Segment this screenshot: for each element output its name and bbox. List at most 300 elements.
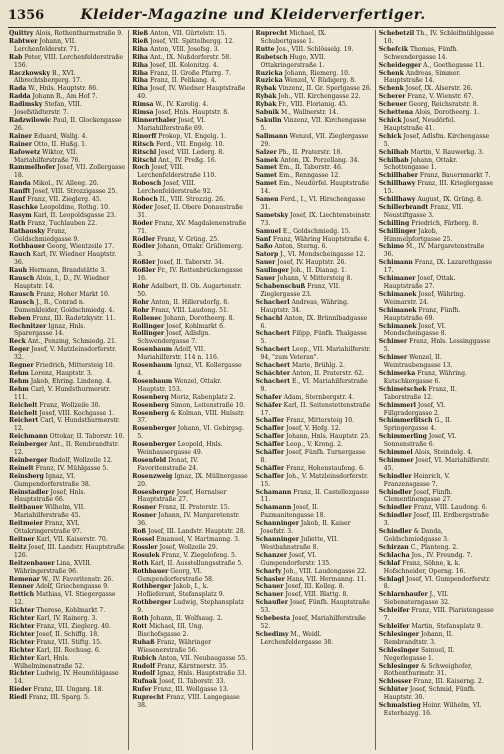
entry-details: Franz, III. Ungarg. 18. xyxy=(31,686,104,694)
entry-details: Vinzenz, VII. Kirchengasse 5. xyxy=(260,116,367,132)
entry-details: Josef, IX. Alserstr. 26. xyxy=(403,85,473,93)
directory-entry xyxy=(132,196,248,204)
entry-name: Sallmann xyxy=(255,132,288,140)
entry-name: Schindler xyxy=(378,472,412,480)
entry-details: Ignaz, VI. Kollergasse 4. xyxy=(137,362,242,377)
directory-entry xyxy=(256,172,372,180)
entry-details: Franz, Söhne, k. k. Hofschneider, Operng. 16. xyxy=(383,559,466,575)
entry-details: Prokop, VI. Engelg. 1. xyxy=(156,132,227,140)
directory-entry xyxy=(9,251,125,267)
entry-name: Schimmer xyxy=(378,456,414,464)
entry-name: Schachert xyxy=(255,330,291,338)
directory-entry xyxy=(132,425,248,441)
directory-entry xyxy=(379,220,495,228)
entry-name: Rettich xyxy=(9,591,35,599)
entry-details: Ferd., I., VI. Hirschengasse 31. xyxy=(260,196,366,211)
entry-name: Rauch xyxy=(9,251,31,259)
entry-name: Schilling xyxy=(378,219,410,227)
entry-name: Saßo xyxy=(255,243,273,251)
entry-name: Schlesinger xyxy=(378,662,420,670)
directory-entry xyxy=(132,164,248,180)
directory-entry xyxy=(256,101,372,109)
entry-details: Johann R., Am Hof 7. xyxy=(30,93,98,101)
entry-details: August, IX. Grüng. 8. xyxy=(415,196,483,204)
entry-name: Rubetsch xyxy=(255,53,288,61)
entry-name: Riha xyxy=(132,77,149,85)
entry-name: Schäffer xyxy=(255,441,285,449)
entry-details: Peter, VIII. Lerchenfelderstraße 156. xyxy=(14,53,123,69)
entry-details: Johann, Ottakr. Grüllemerg. 3. xyxy=(137,243,244,259)
entry-details: E., VI. Mariahilferstraße 9. xyxy=(260,377,368,393)
directory-entry xyxy=(379,623,495,631)
entry-details: Thomas, Fünfh. Schwendergasse 14. xyxy=(383,45,459,61)
entry-name: Reitner xyxy=(9,536,35,543)
entry-name: Schimann xyxy=(378,259,413,267)
directory-entry xyxy=(9,639,125,647)
directory-entry xyxy=(256,259,372,267)
entry-name: Reichmann xyxy=(9,433,48,441)
entry-name: Schimerka xyxy=(378,369,416,377)
entry-name: Sakulin xyxy=(255,116,282,124)
directory-entry xyxy=(379,678,495,686)
entry-details: Anton, IX. Brünnlbadgasse 6. xyxy=(260,314,368,330)
entry-details: Karl, VII. Kaiserstr. 70. xyxy=(34,536,108,543)
directory-entry xyxy=(9,686,125,694)
directory-entry xyxy=(379,386,495,402)
directory-entry xyxy=(256,449,372,465)
entry-details: Franz, IX. Lazarethgasse 17. xyxy=(383,259,493,275)
entry-name: Schindler xyxy=(378,528,412,536)
directory-entry xyxy=(132,623,248,639)
entry-name: Schlarnhaufer xyxy=(378,591,428,599)
directory-entry xyxy=(256,394,372,402)
entry-details: Franz, Hoher Markt 10. xyxy=(34,290,110,298)
entry-details: Josef, VI. Fillgradergasse 2. xyxy=(383,401,446,417)
directory-entry xyxy=(9,607,125,615)
entry-details: Anton, Sterng. 6. xyxy=(272,243,328,251)
directory-entry xyxy=(256,315,372,331)
directory-entry xyxy=(132,536,248,544)
entry-details: M., Wallnerstr. 14. xyxy=(279,109,339,117)
entry-details: Michael, IX. Schubertgasse 1. xyxy=(260,30,327,45)
directory-entry xyxy=(132,330,248,346)
entry-name: Rödler xyxy=(132,235,156,243)
entry-name: Schäffer xyxy=(255,449,285,457)
entry-name: Schillhawy xyxy=(378,196,416,204)
directory-entry xyxy=(256,417,372,425)
directory-entry xyxy=(379,180,495,196)
entry-name: Rieß xyxy=(132,30,149,37)
entry-name: Schimmel xyxy=(378,449,413,457)
entry-details: Josef, Ottak. Hauptstraße 27. xyxy=(383,275,456,290)
entry-details: Adalbert, II. Ob. Augartenstr. 50. xyxy=(137,283,242,298)
entry-details: Josef, Adlsfm. Kirchengasse 5. xyxy=(383,132,490,148)
directory-entry xyxy=(9,386,125,402)
entry-details: Josef, VIII. Blattg. 8. xyxy=(283,591,349,599)
directory-entry xyxy=(379,544,495,552)
entry-details: Anton, II. Hillersdorfg. 8. xyxy=(149,298,230,306)
entry-name: Rosulek xyxy=(132,551,160,559)
entry-name: Schimanek xyxy=(378,290,417,298)
directory-entry xyxy=(256,489,372,505)
directory-entry xyxy=(256,93,372,101)
directory-entry xyxy=(256,576,372,584)
directory-entry xyxy=(132,157,248,165)
entry-details: Josef, Fünfh. Clementinengasse 27. xyxy=(383,488,453,504)
entry-name: Rollinger xyxy=(132,330,165,338)
directory-entry xyxy=(379,70,495,86)
entry-details: Fr., IV. Rettenbrückengasse 16. xyxy=(137,267,243,283)
entry-name: Schlosser xyxy=(378,678,412,686)
directory-entry xyxy=(9,647,125,655)
entry-details: Johann, Riemerg. 10. xyxy=(282,69,350,77)
directory-entry xyxy=(9,315,125,323)
entry-name: Riedl xyxy=(9,694,27,702)
directory-entry xyxy=(256,228,372,236)
entry-name: Schafer xyxy=(255,393,282,401)
directory-entry xyxy=(256,196,372,212)
directory-entry xyxy=(9,623,125,631)
entry-details: Ludwig, IV. Heumühlgasse 14. xyxy=(14,670,119,686)
entry-details: Johann, VI. Gebirgsg. 5. xyxy=(137,425,244,441)
entry-name: Ruprecht xyxy=(132,694,165,702)
directory-entry xyxy=(379,204,495,220)
entry-name: Sametsky xyxy=(255,211,289,219)
directory-entry xyxy=(132,85,248,101)
directory-entry xyxy=(379,117,495,133)
entry-details: Carl, V. Hundsthurmerstr. 111. xyxy=(14,385,111,401)
entry-name: Ranf xyxy=(9,196,26,204)
entry-details: Karl, II. Seitenstettenstraße 17. xyxy=(260,401,371,417)
entry-details: Leopold, Hnls. Weinhausergasse 49. xyxy=(137,441,223,457)
entry-details: Franz, Kärntnerstr. 35. xyxy=(155,662,229,670)
directory-entry xyxy=(379,46,495,62)
directory-entry xyxy=(9,655,125,671)
entry-name: Regner xyxy=(9,362,34,370)
directory-entry xyxy=(9,402,125,410)
entry-details: Em., II. Taborstr. 46. xyxy=(277,164,343,172)
entry-name: Reck xyxy=(9,338,26,346)
entry-details: Georg, Wientzeile 17. xyxy=(45,243,114,251)
entry-name: Rybak xyxy=(255,85,277,93)
entry-name: Rathausky xyxy=(9,227,45,235)
directory-entry xyxy=(256,473,372,489)
entry-name: Saulinger xyxy=(255,267,289,275)
entry-name: Rossel xyxy=(132,536,155,543)
entry-name: Reinsberg xyxy=(9,472,44,480)
directory-entry xyxy=(256,133,372,149)
directory-entry xyxy=(256,212,372,228)
directory-entry xyxy=(132,394,248,402)
entry-name: Schillinger xyxy=(378,227,417,235)
directory-entry xyxy=(9,323,125,339)
entry-name: Schanninger xyxy=(255,536,299,543)
entry-name: Schedimy xyxy=(255,630,289,638)
entry-name: Röder xyxy=(132,203,153,211)
directory-entry xyxy=(9,275,125,291)
entry-name: Schimmerlitsch xyxy=(378,417,433,425)
directory-entry xyxy=(256,346,372,362)
entry-name: Roß xyxy=(132,528,147,536)
entry-name: Rosenberg xyxy=(132,409,169,417)
entry-details: Johann, Dorotheerg. 8. xyxy=(161,314,235,322)
entry-details: W., IV. Karolig. 4. xyxy=(153,101,209,109)
entry-name: Samuel xyxy=(255,227,281,235)
directory-entry xyxy=(9,362,125,370)
entry-name: Richter xyxy=(9,670,35,678)
entry-details: Paul, II. Glockengasse 26. xyxy=(14,116,122,132)
entry-details: Josef, Hernalser Hauptstraße 27. xyxy=(137,488,227,504)
directory-entry xyxy=(9,291,125,299)
entry-details: Franz, VII. Zieglergasse 23. xyxy=(260,283,341,298)
entry-details: Ignaz, Hnls. Sparergasse 14. xyxy=(14,322,86,338)
directory-entry xyxy=(132,362,248,378)
directory-entry xyxy=(132,552,248,560)
directory-entry xyxy=(132,402,248,410)
entry-details: Franz, VIII. Laudong. 51. xyxy=(149,306,229,314)
entry-name: Richter xyxy=(9,646,35,654)
entry-name: Robosch xyxy=(132,180,162,188)
entry-details: Vinzenz, II. Gr. Sperlgasse 26. xyxy=(276,85,372,93)
entry-details: Friedrich, Mittersteig 10. xyxy=(33,362,115,370)
directory-entry xyxy=(132,512,248,528)
directory-entry xyxy=(132,220,248,236)
directory-entry xyxy=(9,504,125,520)
directory-entry xyxy=(9,164,125,180)
entry-name: Reichelt xyxy=(9,401,38,409)
directory-entry xyxy=(132,655,248,663)
directory-entry xyxy=(9,93,125,101)
entry-name: Rinorff xyxy=(132,132,157,140)
directory-entry xyxy=(9,267,125,275)
entry-details: Leop., VII. Mariahilferstr. 94, "zum Veteran". xyxy=(260,346,371,362)
entry-details: B., XVI. Albrechtsbergerg. 17. xyxy=(14,69,82,85)
entry-name: Schaffer xyxy=(255,472,285,480)
entry-name: Ritschl xyxy=(132,148,157,156)
directory-entry xyxy=(132,457,248,473)
entry-name: Reitzenbauer xyxy=(9,559,55,567)
directory-entry xyxy=(379,433,495,449)
entry-name: Roth xyxy=(132,615,149,623)
entry-details: Therese, Kohlmarkt 7. xyxy=(34,607,106,615)
entry-name: Schabenschuß xyxy=(255,283,306,290)
directory-entry xyxy=(132,259,248,267)
directory-entry xyxy=(132,267,248,283)
entry-name: Quittry xyxy=(9,30,34,37)
directory-entry xyxy=(256,54,372,70)
entry-name: Riha xyxy=(132,85,149,93)
entry-name: Richter xyxy=(9,630,35,638)
entry-name: Rohr xyxy=(132,298,150,306)
directory-entry xyxy=(256,157,372,165)
entry-name: Schachert xyxy=(255,377,291,385)
entry-details: Johann, Hnls. Hauptstr. 25. xyxy=(284,433,371,441)
entry-details: Alois, I., D., IV. Wiedner Hauptstr. 14. xyxy=(14,275,110,290)
directory-entry xyxy=(132,544,248,552)
entry-details: Samuel, II. Negerlegasse 1. xyxy=(383,646,455,662)
entry-name: Schimo xyxy=(378,243,405,251)
directory-entry xyxy=(256,85,372,93)
entry-name: Schirzan xyxy=(378,543,409,551)
entry-name: Schaufler xyxy=(255,599,288,607)
directory-entry xyxy=(9,576,125,584)
directory-entry xyxy=(132,489,248,505)
entry-name: Schick xyxy=(378,132,402,140)
entry-name: Rehm xyxy=(9,385,29,393)
entry-details: Franz, Währing Hauptstraße 4. xyxy=(270,235,370,243)
directory-entry xyxy=(9,70,125,86)
entry-details: Hans, VII. Hermanng. 11. xyxy=(284,575,367,583)
directory-entry xyxy=(9,243,125,251)
entry-name: Richter xyxy=(9,622,35,630)
entry-details: Anton, VII. Gürtelstr. 15. xyxy=(148,30,227,37)
entry-details: Franz, V. Grüng. 25. xyxy=(155,235,220,243)
directory-entry xyxy=(132,243,248,259)
entry-name: Schenk xyxy=(378,69,404,77)
entry-name: Schauer xyxy=(255,583,284,591)
entry-details: Franz, III. Radetzkystr. 11. xyxy=(30,314,116,322)
entry-details: Leopoldine, Rothg. 10. xyxy=(37,203,110,211)
entry-details: Th., IV. Schleifmühlgasse 10. xyxy=(383,30,494,45)
entry-details: Rudolf, Wollzeile 12. xyxy=(47,456,113,464)
directory-entry xyxy=(256,109,372,117)
entry-name: Schindler xyxy=(378,504,412,512)
entry-details: Karl, II. Leopoldsgasse 23. xyxy=(31,211,117,219)
entry-name: Reben xyxy=(9,314,31,322)
directory-entry xyxy=(379,417,495,433)
directory-entry xyxy=(9,212,125,220)
entry-details: Alois, Rothenthurmstraße 9. xyxy=(33,30,124,37)
entry-name: Rufer xyxy=(132,686,152,694)
directory-entry xyxy=(379,457,495,473)
entry-name: Schlesinger xyxy=(378,646,420,654)
directory-entry xyxy=(132,639,248,655)
directory-entry xyxy=(132,599,248,615)
entry-name: Reinberger xyxy=(9,456,48,464)
directory-entry xyxy=(9,338,125,346)
entry-details: Josef, Fünfh. Hauptstraße 53. xyxy=(260,599,370,615)
directory-entry xyxy=(9,188,125,196)
entry-name: Rutte xyxy=(255,45,275,53)
entry-details: II., VIII. Strozzig. 26. xyxy=(157,196,225,204)
entry-details: Johann, V. Mittersteig 8. xyxy=(275,275,353,283)
entry-details: Franz, II. Praterstr. 15. xyxy=(156,504,230,512)
entry-name: Rothbauer xyxy=(9,243,46,251)
entry-details: Juliette, VII. Westbahnstraße 8. xyxy=(260,536,339,551)
entry-name: Schachert xyxy=(255,346,291,354)
entry-details: Franz, III. Krieglergasse 15. xyxy=(383,180,494,196)
directory-entry xyxy=(379,402,495,418)
entry-details: Josef, Schmid, Fünfh. Hauptstr. 30. xyxy=(383,686,476,702)
directory-entry xyxy=(132,670,248,678)
entry-name: Rothbauer xyxy=(132,567,169,575)
directory-entry xyxy=(379,528,495,544)
directory-entry xyxy=(132,473,248,489)
entry-name: Schäfer xyxy=(255,401,282,409)
entry-details: Anton, II. Praterstr. 62. xyxy=(290,369,364,377)
entry-name: Reichert xyxy=(9,417,39,425)
directory-entry xyxy=(132,528,248,536)
directory-entry xyxy=(9,544,125,560)
directory-entry xyxy=(132,307,248,315)
directory-entry xyxy=(9,370,125,378)
entry-details: Ignaz, IX. Müllnergasse 20. xyxy=(137,472,248,488)
entry-name: Remenar xyxy=(9,575,40,583)
entry-details: Jos., VIII. Schlösselg. 19. xyxy=(274,45,354,53)
entry-name: Renner xyxy=(9,583,34,591)
entry-details: Jakob, Ehring. Lindeng. 4. xyxy=(28,377,112,385)
entry-details: Josef, III. Landstr. Hauptstraße 126. xyxy=(14,543,125,559)
entry-name: Schamann xyxy=(255,504,292,512)
entry-details: Wiktor, VII. Mariahilferstraße 76. xyxy=(14,148,81,164)
entry-name: Rieß xyxy=(132,37,149,45)
entry-details: Josef, IV. Wiedner Hauptstraße 40. xyxy=(137,85,246,101)
entry-name: Sauer xyxy=(255,275,276,283)
entry-details: Joh., II. Dianag. 1. xyxy=(288,267,347,275)
directory-entry xyxy=(132,560,248,568)
entry-name: Raschke xyxy=(9,203,38,211)
entry-name: Samet xyxy=(255,180,277,188)
entry-details: Josef, III. Kolleg. 8. xyxy=(283,583,345,591)
entry-name: Radimsky xyxy=(9,101,43,109)
entry-name: Rubich xyxy=(132,654,157,662)
entry-details: Franz, III. Kaiserng. 2. xyxy=(411,678,484,686)
entry-details: Franz, VIII. Piaristengasse 7. xyxy=(383,607,494,623)
directory-entry xyxy=(256,402,372,418)
entry-details: Franz, VIII. Laudong. 6. xyxy=(411,504,488,512)
directory-entry xyxy=(9,38,125,54)
entry-name: Rauh xyxy=(9,267,28,275)
entry-name: Rößler xyxy=(132,267,156,275)
directory-entry xyxy=(256,370,372,378)
entry-details: Hermann, Brandstätte 3. xyxy=(27,267,107,275)
directory-entry xyxy=(256,30,372,46)
entry-details: Franz, VIII. Langegasse 38. xyxy=(137,694,240,710)
directory-entry xyxy=(9,180,125,188)
entry-details: Franz, II. Taborstraße 12. xyxy=(383,385,457,401)
directory-entry xyxy=(379,576,495,592)
directory-entry xyxy=(379,686,495,702)
entry-details: Adolf, VII. Mariahilferstr. 114 n. 116. xyxy=(137,346,219,362)
entry-details: Ignaz, VI. Gumpendorferstraße 38. xyxy=(14,472,91,488)
directory-entry xyxy=(379,323,495,339)
entry-name: Ruprecht xyxy=(255,30,288,37)
entry-name: Rimsa xyxy=(132,101,154,109)
entry-details: Franz, Fünfh. Hauptstraße 69. xyxy=(383,306,461,322)
entry-details: Johann, II. Rembrandtstr. 3. xyxy=(383,630,454,646)
entry-details: Friedrich, Färberg. 8. xyxy=(409,219,479,227)
entry-details: Anton, VIII. Josefsg. 3. xyxy=(148,45,220,53)
entry-details: & Kolman, VIII. Hnlsstr. 37. xyxy=(137,409,245,425)
entry-details: Franz, III. Wollgasse 13. xyxy=(151,686,229,694)
directory-entry xyxy=(9,220,125,228)
entry-details: W., Hnls. Hauptstr. 86. xyxy=(26,85,99,93)
entry-details: Franz, VII. Zieglerg. 45. xyxy=(25,196,102,204)
entry-details: Johann, II. Wolfsaug. 2. xyxy=(148,615,223,623)
directory-entry xyxy=(379,338,495,354)
entry-name: Rasym xyxy=(9,211,32,219)
entry-details: Franz, Mittersteig 10. xyxy=(284,417,355,425)
entry-name: Roch xyxy=(132,164,150,172)
entry-details: Josef, Hnls. Hauptstr. 8. xyxy=(153,109,230,117)
directory-entry xyxy=(9,520,125,536)
entry-details: Franz, II. Castellezgasse 11. xyxy=(260,488,370,504)
entry-name: Schamann xyxy=(255,488,292,496)
entry-name: Schebetzil xyxy=(378,30,415,37)
entry-name: Rausch xyxy=(9,275,35,283)
entry-name: Rosenberg xyxy=(132,401,169,409)
entry-name: Sanf xyxy=(255,235,271,243)
